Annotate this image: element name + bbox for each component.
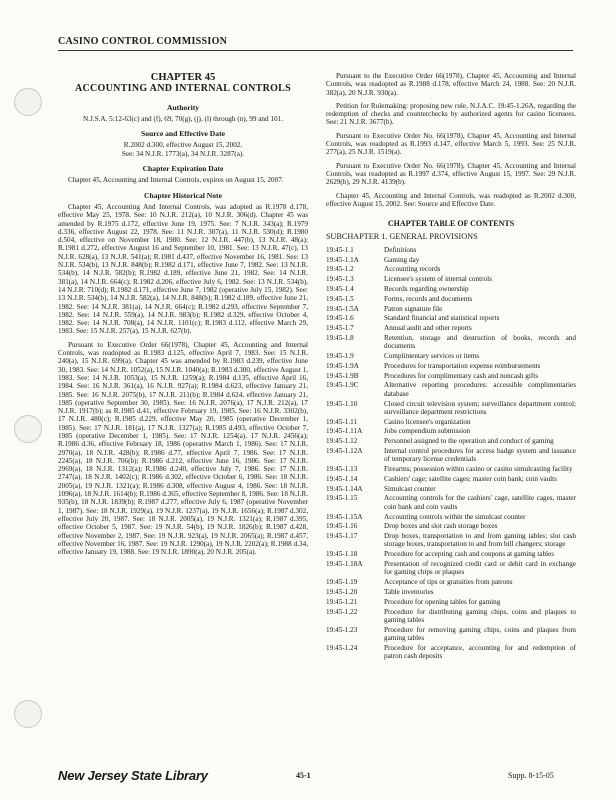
toc-entry [326, 522, 576, 530]
toc-entry-number: 19:45-1.8 [326, 333, 354, 342]
toc-list [326, 246, 576, 661]
toc-entry-number: 19:45-1.18 [326, 550, 358, 559]
source-heading: Source and Effective Date [140, 129, 225, 139]
source-line: R.2002 d.300, effective August 15, 2002. [123, 141, 243, 150]
toc-entry-number: 19:45-1.3 [326, 275, 354, 284]
toc-entry [326, 285, 576, 293]
page-number: 45-1 [296, 771, 311, 780]
toc-entry-number: 19:45-1.7 [326, 324, 354, 333]
toc-entry-number: 19:45-1.9C [326, 381, 359, 390]
chapter-title: ACCOUNTING AND INTERNAL CONTROLS [74, 83, 292, 95]
toc-entry-number: 19:45-1.11 [326, 417, 358, 426]
toc-entry-title: Drop boxes, transportation to and from gaming tables; slot cash storage boxes, transportation to and from bill changers; storage [384, 532, 576, 549]
toc-entry-title: Drop boxes and slot cash storage boxes [384, 522, 498, 531]
toc-entry-number: 19:45-1.22 [326, 607, 358, 616]
toc-entry-title: Jobs compendium submission [384, 427, 471, 436]
toc-entry-title: Acceptance of tips or gratuities from patrons [384, 578, 513, 587]
toc-entry-title: Procedure for opening tables for gaming [384, 597, 501, 606]
toc-entry-number: 19:45-1.19 [326, 578, 358, 587]
readoption-note: Petition for Rulemaking: proposing new rule, N.J.A.C. 19:45-1.26A, regarding the redemption of checks and counterchecks by authorized agents for casino licensees. See: 21 N.J.R. 3677(b). [326, 101, 576, 127]
toc-entry-number: 19:45-1.5A [326, 304, 359, 313]
toc-entry-title: Accounting controls for the cashiers' cage, satellite cages, master coin bank and coin vaults [384, 494, 576, 511]
toc-entry-number: 19:45-1.6 [326, 314, 354, 323]
supplement-date: Supp. 8-15-05 [508, 771, 554, 780]
toc-entry [326, 550, 576, 558]
toc-entry [326, 305, 576, 313]
toc-entry [326, 381, 576, 398]
authority-text: N.J.S.A. 5:12-63(c) and (f), 69, 70(g), (j), (l) through (n), 99 and 101. [82, 114, 283, 123]
toc-entry-title: Firearms; possession within casino or casino simulcasting facility [384, 465, 573, 474]
toc-entry-title: Table inventories [384, 587, 434, 596]
toc-entry-number: 19:45-1.16 [326, 522, 358, 531]
toc-entry [326, 372, 576, 380]
toc-subchapter: SUBCHAPTER 1. GENERAL PROVISIONS [326, 232, 478, 242]
readoption-note: Pursuant to Executive Order No. 66(1978), Chapter 45, Accounting and Internal Controls, was readopted as R.1993 d.147, effective March 5, 1993. See: 25 N.J.R. 277(a), 25 N.J.R. 1519(a). [326, 131, 576, 157]
history-heading: Chapter Historical Note [144, 190, 222, 200]
toc-entry [326, 437, 576, 445]
toc-entry-title: Alternative reporting procedures: accessible complimentaries database [384, 381, 576, 398]
toc-entry-title: Accounting controls within the simulcast counter [384, 512, 526, 521]
toc-entry-number: 19:45-1.5 [326, 294, 354, 303]
toc-entry [326, 418, 576, 426]
history-paragraph: Chapter 45, Accounting And Internal Controls, was adopted as R.1978 d.178, effective May 25, 1978. See: 10 N.J.R. 212(a), 10 N.J.R. 306(d). Chapter 45 was amended by R.1975 d.172, effective June 19, 1975. See: 7 N.J.R. 343(a); R.1979 d.336, effective August 22, 1978. See: 11 N.J.R. 307(a), 11 N.J.R. 530(d); R.1980 d.504, effective on November 18, 1980. See: 12 N.J.R. 447(b), 13 N.J.R. 48(a); R.1981 d.272, effective August 16 and September 10, 1981. See: 13 N.J.R. 47(c), 13 N.J.R. 628(a), 13 N.J.R. 541(a); R.1981 d.437, effective November 16, 1981. See: 13 N.J.R. 534(b), 13 N.J.R. 848(b); R.1982 d.171, effective June 7, 1982. See: 13 N.J.R. 534(b), 14 N.J.R. 582(b); R.1982 d.189, effective June 21, 1982. See: 14 N.J.R. 381(a), 14 N.J.R. 664(c); R.1982 d.206, effective July 6, 1982. See: 13 N.J.R. 534(b), 14 N.J.R. 710(d); R.1982 d.171, effective June 7, 1982 (operative July 15, 1982). See: 13 N.J.R. 534(b), 14 N.J.R. 582(a), 14 N.J.R. 848(b); R.1982 d.189, effective June 21, 1982. See: 14 N.J.R. 381(a), 14 N.J.R. 664(c); R.1982 d.293, effective September 7, 1982. See: 14 N.J.R. 559(a), 14 N.J.R. 983(b); R.1982 d.329, effective October 4, 1982. See: 14 N.J.R. 708(a), 14 N.J.R. 1101(c); R.1983 d.112, effective March 29, 1983. See: 15 N.J.R. 257(a), 15 N.J.R. 627(b). [58, 202, 308, 336]
authority-heading: Authority [166, 102, 200, 112]
toc-entry-title: Patron signature file [384, 304, 443, 313]
toc-entry [326, 314, 576, 322]
toc-entry-title: Procedure for acceptance, accounting for and redemption of patron cash deposits [384, 643, 576, 661]
toc-entry [326, 598, 576, 606]
toc-entry-title: Closed circuit television system; surveillance department control; surveillance department restrictions [384, 399, 576, 416]
toc-entry-title: Complimentary services or items [384, 352, 480, 361]
toc-entry [326, 465, 576, 473]
toc-entry-number: 19:45-1.24 [326, 643, 358, 652]
toc-entry-title: Simulcast counter [384, 484, 436, 493]
toc-entry [326, 532, 576, 549]
toc-entry-title: Retention, storage and destruction of books, records and documents [384, 333, 576, 351]
toc-entry-number: 19:45-1.15 [326, 494, 358, 503]
toc-entry [326, 494, 576, 511]
toc-entry [326, 475, 576, 483]
toc-entry-title: Procedure for removing gaming chips, coins and plaques from gaming tables [384, 625, 576, 642]
toc-entry-title: Forms, records and documents [384, 294, 473, 303]
toc-entry [326, 485, 576, 493]
toc-entry-title: Licensee's system of internal controls [384, 275, 492, 284]
toc-entry [326, 275, 576, 283]
library-stamp: New Jersey State Library [58, 768, 208, 783]
toc-entry-number: 19:45-1.1 [326, 245, 354, 254]
toc-entry [326, 256, 576, 264]
toc-entry-number: 19:45-1.13 [326, 465, 358, 474]
toc-entry [326, 427, 576, 435]
toc-entry-title: Procedure for accepting cash and coupons at gaming tables [384, 550, 555, 559]
readoption-note: Pursuant to Executive Order No. 66(1978), Chapter 45, Accounting and Internal Controls, was readopted as R.1997 d.374, effective August 15, 1997. See: 29 N.J.R. 2629(b), 29 N.J.R. 4139(b). [326, 161, 576, 187]
toc-entry [326, 265, 576, 273]
toc-heading: CHAPTER TABLE OF CONTENTS [387, 219, 515, 229]
toc-entry-title: Casino licensee's organization [384, 417, 471, 426]
toc-entry-title: Accounting records [384, 265, 441, 274]
toc-entry [326, 447, 576, 464]
toc-entry-number: 19:45-1.12A [326, 446, 363, 455]
toc-entry [326, 324, 576, 332]
readoption-note: Chapter 45, Accounting and Internal Controls, was readopted as R.2002 d.300, effective August 15, 2002. See: Source and Effective Date. [326, 191, 576, 208]
toc-entry-number: 19:45-1.9 [326, 352, 354, 361]
toc-entry-title: Procedures for transportation expense reimbursements [384, 361, 541, 370]
toc-entry-title: Cashiers' cage; satellite cages; master coin bank; coin vaults [384, 474, 557, 483]
left-column [58, 72, 308, 561]
toc-entry [326, 246, 576, 254]
toc-entry-title: Annual audit and other reports [384, 324, 472, 333]
toc-entry-number: 19:45-1.21 [326, 597, 358, 606]
toc-entry-title: Definitions [384, 245, 417, 254]
toc-entry-number: 19:45-1.9A [326, 361, 359, 370]
toc-entry [326, 334, 576, 351]
punch-hole [14, 415, 42, 443]
punch-hole [14, 700, 42, 728]
toc-entry [326, 560, 576, 577]
toc-entry-title: Procedure for distributing gaming chips, coins and plaques to gaming tables [384, 607, 576, 624]
toc-entry-number: 19:45-1.12 [326, 437, 358, 446]
toc-entry-number: 19:45-1.9B [326, 371, 359, 380]
punch-hole [14, 88, 42, 116]
toc-entry-number: 19:45-1.15A [326, 512, 363, 521]
toc-entry-title: Standard financial and statistical reports [384, 314, 500, 323]
toc-entry-title: Personnel assigned to the operation and conduct of gaming [384, 437, 554, 446]
toc-entry-number: 19:45-1.10 [326, 399, 358, 408]
toc-entry-title: Records regarding ownership [384, 284, 469, 293]
toc-entry [326, 295, 576, 303]
right-column [326, 72, 576, 662]
toc-entry-title: Gaming day [384, 255, 420, 264]
chapter-number: CHAPTER 45 [150, 72, 216, 83]
toc-entry [326, 608, 576, 625]
toc-entry-number: 19:45-1.14 [326, 474, 358, 483]
toc-entry-title: Presentation of recognized credit card or debit card in exchange for gaming chips or plaques [384, 560, 576, 577]
toc-entry [326, 400, 576, 417]
readoption-note: Pursuant to the Executive Order 66(1978), Chapter 45, Accounting and Internal Controls, was readopted as R.1988 d.178, effective March 24, 1988. See: 20 N.J.R. 382(a), 20 N.J.R. 930(a). [326, 72, 576, 97]
toc-entry-number: 19:45-1.11A [326, 427, 363, 436]
history-paragraph: Pursuant to Executive Order 66(1978), Chapter 45, Accounting and Internal Controls, was readopted as R.1983 d.125, effective April 7, 1983. See: 15 N.J.R. 240(a), 15 N.J.R. 699(a). Chapter 45 was amended by R.1983 d.239, effective June 30, 1983. See: 14 N.J.R. 1052(a), 15 N.J.R. 1040(a); R.1983 d.300, effective August 1, 1983. See: 14 N.J.R. 1053(a), 15 N.J.R. 1259(a); R.1984 d.135, effective April 16, 1984. See: 16 N.J.R. 361(a), 16 N.J.R. 927(a); R.1984 d.623, effective January 21, 1985. See: 16 N.J.R. 2075(b), 17 N.J.R. 211(b); R.1984 d.624, effective January 21, 1985 (operative September 30, 1985). See: 16 N.J.R. 2076(a), 17 N.J.R. 212(a), 17 N.J.R. 1917(b); as R.1985 d.41, effective February 19, 1985. See: 16 N.J.R. 3302(b), 17 N.J.R. 480(c); R.1985 d.229, effective May 20, 1985 (operative December 1, 1985). See: 17 N.J.R. 181(a), 17 N.J.R. 1327(a); R.1985 d.493, effective October 7, 1985 (operative December 1, 1985). See: 17 N.J.R. 1254(a), 17 N.J.R. 2456(a); R.1986 d.36, effective February 18, 1986 (operative March 1, 1986). See: 17 N.J.R. 2970(a), 18 N.J.R. 428(b); R.1986 d.77, effective April 7, 1986. See: 17 N.J.R. 2245(a), 18 N.J.R. 706(b); R.1986 d.212, effective June 16, 1986. See: 17 N.J.R. 2969(a), 18 N.J.R. 1312(a); R.1986 d.240, effective July 7, 1986. See: 17 N.J.R. 2747(a), 18 N.J.R. 1402(c); R.1986 d.302, effective October 6, 1986. See: 18 N.J.R. 2005(a), 19 N.J.R. 1321(a); R.1986 d.308, effective August 4, 1986. See: 18 N.J.R. 1096(a), 18 N.J.R. 1614(b); R.1986 d.365, effective September 8, 1986. See: 18 N.J.R. 935(b), 18 N.J.R. 1839(b); R.1987 d.277, effective July 6, 1987 (operative November 1, 1987). See: 18 N.J.R. 1929(a), 19 N.J.R. 1237(a), 19 N.J.R. 1656(a); R.1987 d.302, effective July 20, 1987. See: 18 N.J.R. 2005(a), 19 N.J.R. 1321(a); R.1987 d.395, effective October 5, 1987. See: 19 N.J.R. 54(b), 19 N.J.R. 1826(b); R.1987 d.428, effective November 2, 1987. See: 19 N.J.R. 923(a), 19 N.J.R. 2065(a); R.1987 d.457, effective November 16, 1987. See: 19 N.J.R. 1290(a), 19 N.J.R. 2202(a); R.1988 d.34, effective January 19, 1988. See: 19 N.J.R. 1890(a), 20 N.J.R. 205(a). [58, 340, 308, 557]
toc-entry-number: 19:45-1.18A [326, 560, 363, 569]
toc-entry [326, 588, 576, 596]
toc-entry-title: Procedures for complimentary cash and noncash gifts [384, 371, 539, 380]
toc-entry-number: 19:45-1.1A [326, 255, 359, 264]
toc-entry-number: 19:45-1.14A [326, 484, 363, 493]
running-head: CASINO CONTROL COMMISSION [58, 36, 573, 51]
toc-entry-title: Internal control procedures for access badge system and issuance of temporary license credentials [384, 446, 576, 464]
toc-entry-number: 19:45-1.4 [326, 284, 354, 293]
toc-entry [326, 644, 576, 661]
toc-entry [326, 513, 576, 521]
toc-entry [326, 362, 576, 370]
source-line: See: 34 N.J.R. 1773(a), 34 N.J.R. 3287(a). [121, 149, 245, 158]
toc-entry [326, 578, 576, 586]
toc-entry-number: 19:45-1.20 [326, 587, 358, 596]
expiration-heading: Chapter Expiration Date [142, 164, 224, 174]
toc-entry [326, 626, 576, 643]
toc-entry [326, 352, 576, 360]
toc-entry-number: 19:45-1.2 [326, 265, 354, 274]
expiration-text: Chapter 45, Accounting and Internal Controls, expires on August 15, 2007. [68, 176, 284, 185]
toc-entry-number: 19:45-1.23 [326, 625, 358, 634]
toc-entry-number: 19:45-1.17 [326, 532, 358, 541]
